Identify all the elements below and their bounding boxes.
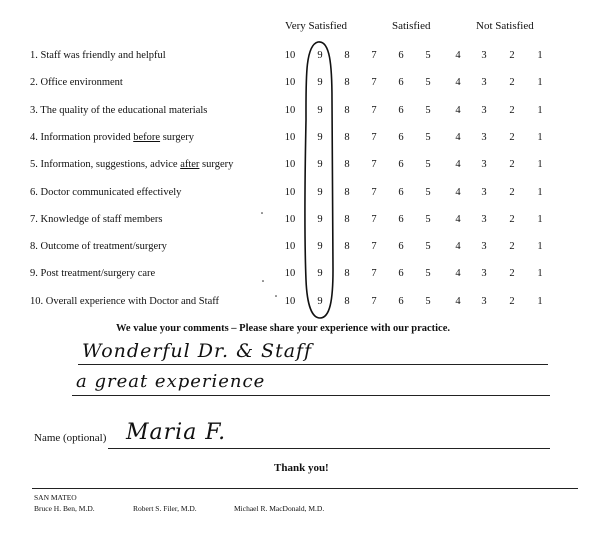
header-not-satisfied: Not Satisfied	[476, 20, 534, 32]
rating-option[interactable]: 2	[509, 241, 515, 252]
question-label: 6. Doctor communicated effectively	[30, 187, 182, 198]
rating-option[interactable]: 4	[455, 77, 461, 88]
rating-option[interactable]: 7	[371, 132, 377, 143]
header-very-satisfied: Very Satisfied	[285, 20, 348, 32]
rating-option[interactable]: 7	[371, 105, 377, 116]
rating-option[interactable]: 1	[537, 214, 543, 225]
rating-option[interactable]: 2	[509, 105, 515, 116]
rating-option[interactable]: 6	[398, 132, 404, 143]
footer-doctor-3: Michael R. MacDonald, M.D.	[234, 504, 325, 513]
rating-option[interactable]: 6	[398, 77, 404, 88]
rating-selected-option[interactable]: 9	[317, 105, 323, 116]
rating-option[interactable]: 2	[509, 132, 515, 143]
question-label: 7. Knowledge of staff members	[30, 214, 163, 225]
thank-you-text: Thank you!	[274, 462, 329, 474]
rating-selected-option[interactable]: 9	[317, 187, 323, 198]
rating-option[interactable]: 7	[371, 50, 377, 61]
rating-option[interactable]: 5	[425, 296, 431, 307]
rating-option[interactable]: 7	[371, 187, 377, 198]
rating-option[interactable]: 3	[481, 296, 487, 307]
rating-selected-option[interactable]: 9	[317, 50, 323, 61]
question-label: 9. Post treatment/surgery care	[30, 268, 156, 279]
rating-option[interactable]: 7	[371, 241, 377, 252]
rating-option[interactable]: 10	[284, 105, 296, 116]
rating-option[interactable]: 4	[455, 105, 461, 116]
rating-option[interactable]: 10	[284, 214, 296, 225]
header-satisfied: Satisfied	[392, 20, 431, 32]
rating-option[interactable]: 4	[455, 241, 461, 252]
question-label-emphasis: after	[180, 159, 200, 170]
rating-selected-option[interactable]: 9	[317, 241, 323, 252]
footer-divider	[32, 488, 578, 489]
rating-option[interactable]: 8	[344, 105, 350, 116]
rating-option[interactable]: 1	[537, 187, 543, 198]
question-label-part: 4. Information provided	[30, 132, 134, 143]
rating-option[interactable]: 2	[509, 187, 515, 198]
rating-option[interactable]: 3	[481, 132, 487, 143]
rating-option[interactable]: 4	[455, 132, 461, 143]
rating-option[interactable]: 7	[371, 77, 377, 88]
rating-option[interactable]: 3	[481, 159, 487, 170]
question-label-part: surgery	[199, 159, 234, 170]
rating-option[interactable]: 5	[425, 132, 431, 143]
rating-option[interactable]: 7	[371, 268, 377, 279]
rating-option[interactable]: 3	[481, 77, 487, 88]
rating-option[interactable]: 5	[425, 241, 431, 252]
comment-handwriting-1: Wonderful Dr. & Staff	[82, 340, 313, 362]
question-label: 8. Outcome of treatment/surgery	[30, 241, 167, 252]
rating-option[interactable]: 5	[425, 268, 431, 279]
rating-option[interactable]: 5	[425, 187, 431, 198]
rating-option[interactable]: 8	[344, 268, 350, 279]
rating-option[interactable]: 6	[398, 214, 404, 225]
comments-prompt: We value your comments – Please share your experience with our practice.	[116, 323, 451, 334]
rating-selected-option[interactable]: 9	[317, 268, 323, 279]
rating-option[interactable]: 2	[509, 268, 515, 279]
rating-option[interactable]: 2	[509, 296, 515, 307]
comment-handwriting-2: a great experience	[76, 371, 266, 392]
name-line	[108, 448, 550, 449]
rating-option[interactable]: 1	[537, 132, 543, 143]
rating-selected-option[interactable]: 9	[317, 214, 323, 225]
rating-selected-option[interactable]: 9	[317, 77, 323, 88]
footer-doctor-1: Bruce H. Ben, M.D.	[34, 504, 95, 513]
rating-option[interactable]: 7	[371, 296, 377, 307]
rating-option[interactable]: 4	[455, 50, 461, 61]
question-label-emphasis: before	[133, 132, 161, 143]
rating-option[interactable]: 3	[481, 105, 487, 116]
rating-option[interactable]: 2	[509, 50, 515, 61]
rating-option[interactable]: 6	[398, 187, 404, 198]
rating-option[interactable]: 10	[284, 296, 296, 307]
rating-option[interactable]: 3	[481, 268, 487, 279]
rating-option[interactable]: 3	[481, 241, 487, 252]
rating-option[interactable]: 1	[537, 268, 543, 279]
rating-option[interactable]: 8	[344, 241, 350, 252]
rating-option[interactable]: 1	[537, 77, 543, 88]
question-label: 2. Office environment	[30, 77, 123, 88]
rating-option[interactable]: 8	[344, 159, 350, 170]
question-label-part: surgery	[160, 132, 194, 143]
rating-option[interactable]: 3	[481, 187, 487, 198]
rating-option[interactable]: 10	[284, 50, 296, 61]
rating-option[interactable]: 2	[509, 214, 515, 225]
rating-option[interactable]: 8	[344, 50, 350, 61]
rating-option[interactable]: 6	[398, 241, 404, 252]
rating-option[interactable]: 6	[398, 159, 404, 170]
rating-option[interactable]: 10	[284, 77, 296, 88]
rating-option[interactable]: 1	[537, 105, 543, 116]
rating-option[interactable]: 8	[344, 77, 350, 88]
rating-option[interactable]: 10	[284, 159, 296, 170]
name-handwriting: Maria F.	[126, 420, 227, 445]
rating-option[interactable]: 5	[425, 105, 431, 116]
rating-option[interactable]: 10	[284, 241, 296, 252]
rating-selected-option[interactable]: 9	[317, 159, 323, 170]
question-label-part: 5. Information, suggestions, advice	[30, 159, 181, 170]
footer-doctor-2: Robert S. Filer, M.D.	[133, 504, 197, 513]
question-label: 3. The quality of the educational materials	[30, 105, 208, 116]
rating-option[interactable]: 5	[425, 77, 431, 88]
question-label: 10. Overall experience with Doctor and Staff	[30, 296, 220, 307]
rating-option[interactable]: 10	[284, 132, 296, 143]
rating-option[interactable]: 1	[537, 241, 543, 252]
rating-option[interactable]: 4	[455, 214, 461, 225]
rating-option[interactable]: 10	[284, 268, 296, 279]
rating-option[interactable]: 4	[455, 268, 461, 279]
rating-option[interactable]: 7	[371, 214, 377, 225]
rating-selected-option[interactable]: 9	[317, 296, 323, 307]
question-label: 1. Staff was friendly and helpful	[30, 50, 166, 61]
name-label: Name (optional)	[34, 432, 107, 444]
footer-practice: SAN MATEO	[34, 493, 77, 502]
rating-option[interactable]: 3	[481, 50, 487, 61]
rating-option[interactable]: 1	[537, 50, 543, 61]
comment-line-1	[78, 364, 548, 365]
rating-option[interactable]: 4	[455, 296, 461, 307]
rating-selected-option[interactable]: 9	[317, 132, 323, 143]
rating-option[interactable]: 8	[344, 214, 350, 225]
rating-option[interactable]: 6	[398, 296, 404, 307]
rating-option[interactable]: 2	[509, 77, 515, 88]
rating-option[interactable]: 6	[398, 268, 404, 279]
rating-option[interactable]: 4	[455, 159, 461, 170]
rating-option[interactable]: 8	[344, 187, 350, 198]
rating-option[interactable]: 5	[425, 159, 431, 170]
rating-option[interactable]: 2	[509, 159, 515, 170]
rating-option[interactable]: 8	[344, 132, 350, 143]
rating-option[interactable]: 7	[371, 159, 377, 170]
rating-option[interactable]: 4	[455, 187, 461, 198]
rating-option[interactable]: 5	[425, 50, 431, 61]
rating-option[interactable]: 1	[537, 296, 543, 307]
comment-line-2	[72, 395, 550, 396]
rating-option[interactable]: 10	[284, 187, 296, 198]
rating-option[interactable]: 1	[537, 159, 543, 170]
rating-option[interactable]: 3	[481, 214, 487, 225]
rating-option[interactable]: 6	[398, 50, 404, 61]
rating-option[interactable]: 8	[344, 296, 350, 307]
rating-option[interactable]: 6	[398, 105, 404, 116]
rating-option[interactable]: 5	[425, 214, 431, 225]
